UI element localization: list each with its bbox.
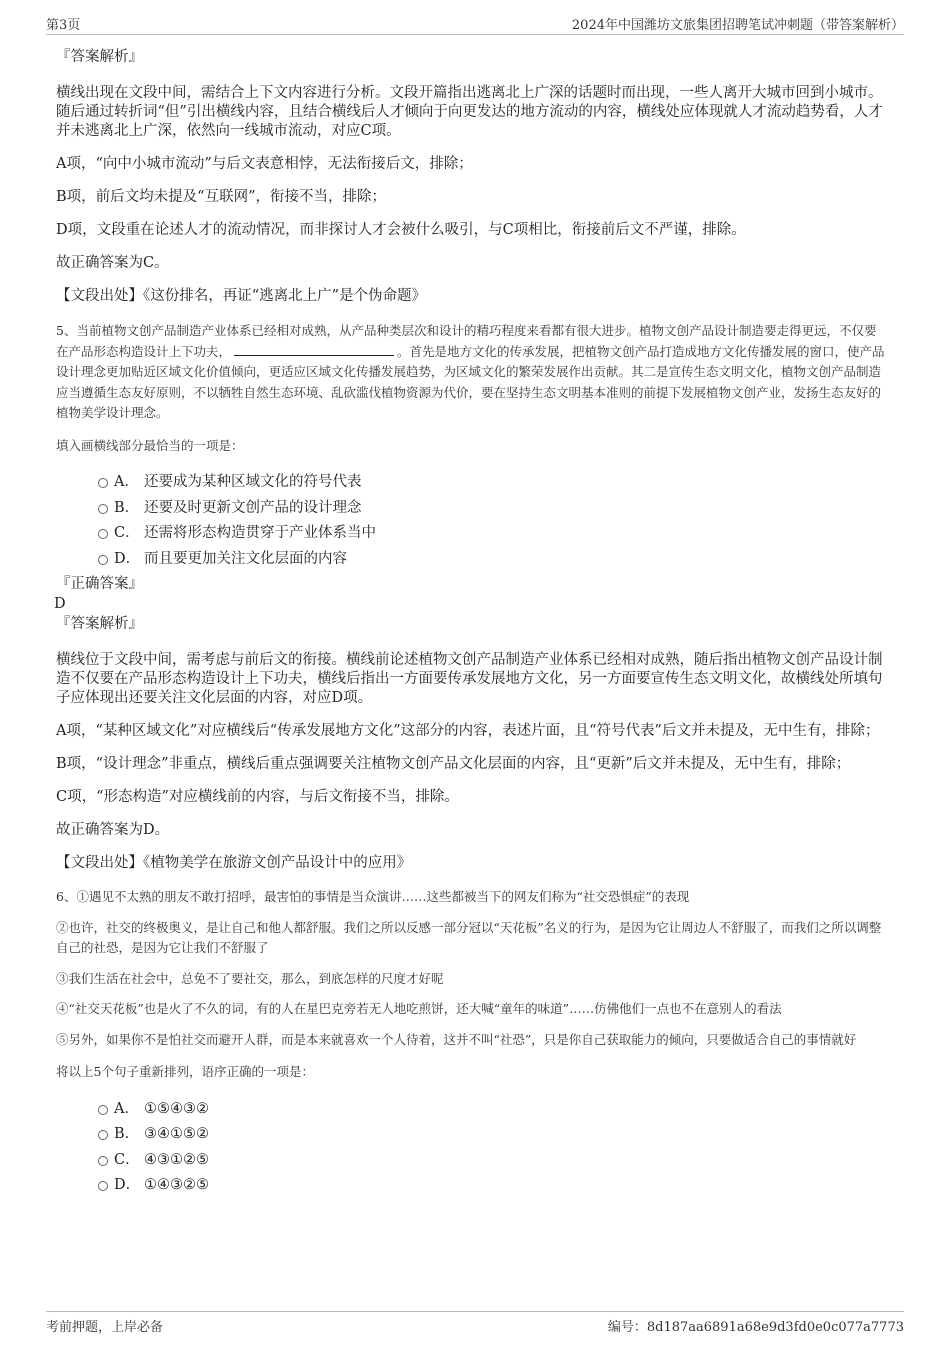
q6-option-d[interactable]: D． ①④③②⑤ (56, 1173, 886, 1199)
q6-options (56, 1097, 886, 1199)
q6-sentence-1: 6、①遇见不太熟的朋友不敢打招呼，最害怕的事情是当众演讲……这些都被当下的网友们称为“社交恐惧症”的表现 (56, 889, 690, 904)
q6-option-c[interactable]: C． ④③①②⑤ (56, 1148, 886, 1174)
q4-source: 【文段出处】《这份排名，再证“逃离北上广”是个伪命题》 (56, 288, 427, 304)
radio-icon[interactable] (98, 1156, 108, 1166)
page-number: 第3页 (46, 18, 81, 33)
q4-conclusion: 故正确答案为C。 (56, 255, 169, 271)
q5-option-d[interactable]: D． 而且要更加关注文化层面的内容 (56, 547, 886, 573)
q4-analysis: 横线出现在文段中间，需结合上下文内容进行分析。文段开篇指出逃离北上广深的话题时而出现，一些人离开大城市回到小城市。随后通过转折词“但”引出横线内容，且结合横线后人才倾向于向更发达的地方流动的内容，横线处应体现就人才流动趋势看，人才并未逃离北上广深，依然向一线城市流动，对应C项。 (56, 85, 883, 139)
radio-icon[interactable] (98, 1181, 108, 1191)
q4-analysis-a: A项，“向中小城市流动”与后文表意相悖，无法衔接后文，排除； (56, 156, 473, 172)
q6-sentence-4: ④“社交天花板”也是火了不久的词，有的人在星巴克旁若无人地吃煎饼，还大喊“童年的味道”……仿佛他们一点也不在意别人的看法 (56, 1001, 782, 1016)
q6-sentence-2: ②也许，社交的终极奥义，是让自己和他人都舒服。我们之所以反感一部分冠以“天花板”名义的行为，是因为它让周边人不舒服了，而我们之所以调整自己的社恐，是因为它让我们不舒服了 (56, 919, 882, 955)
q5-stem-part1: 5、当前植物文创产品制造产业体系已经相对成熟，从产品种类层次和设计的精巧程度来看都有很大进步。植物文创产品设计制造要走得更远，不仅要在产品形态构造设计上下功夫， (56, 323, 877, 359)
q5-analysis-label: 『答案解析』 (56, 616, 143, 632)
q6-sentence-3: ③我们生活在社会中，总免不了要社交，那么，到底怎样的尺度才好呢 (56, 970, 444, 986)
q5-conclusion: 故正确答案为D。 (56, 822, 170, 838)
q5-analysis-c: C项，“形态构造”对应横线前的内容，与后文衔接不当，排除。 (56, 789, 459, 805)
q4-analysis-d: D项，文段重在论述人才的流动情况，而非探讨人才会被什么吸引，与C项相比，衔接前后文不严谨，排除。 (56, 222, 746, 238)
footer-slogan: 考前押题，上岸必备 (46, 1320, 164, 1335)
q4-analysis-b: B项，前后文均未提及“互联网”，衔接不当，排除； (56, 189, 386, 205)
q5-fill-blank (234, 343, 394, 356)
q5-option-a[interactable]: A． 还要成为某种区域文化的符号代表 (56, 470, 886, 496)
radio-icon[interactable] (98, 1105, 108, 1115)
q5-option-c[interactable]: C． 还需将形态构造贯穿于产业体系当中 (56, 521, 886, 547)
q5-options (56, 470, 886, 572)
q5-stem (56, 321, 886, 424)
q5-analysis: 横线位于文段中间，需考虑与前后文的衔接。横线前论述植物文创产品制造产业体系已经相对成熟，随后指出植物文创产品设计制造不仅要在产品形态构造设计上下功夫，横线后指出一方面要传承发展地方文化，另一方面要宣传生态文明文化，故横线处所填句子应体现出还要关注文化层面的内容，对应D项。 (56, 652, 883, 706)
q5-answer: D (54, 596, 66, 612)
q5-option-b[interactable]: B． 还要及时更新文创产品的设计理念 (56, 496, 886, 522)
q5-analysis-b: B项，“设计理念”非重点，横线后重点强调要关注植物文创产品文化层面的内容，且“更新”后文并未提及，无中生有，排除； (56, 756, 851, 772)
radio-icon[interactable] (98, 504, 108, 514)
q5-analysis-a: A项，“某种区域文化”对应横线后“传承发展地方文化”这部分的内容，表述片面，且“符号代表”后文并未提及，无中生有，排除； (56, 723, 880, 739)
q5-source: 【文段出处】《植物美学在旅游文创产品设计中的应用》 (56, 855, 412, 871)
q5-stem-part2: 。首先是地方文化的传承发展，把植物文创产品打造成地方文化传播发展的窗口，使产品设计理念更加贴近区域文化价值倾向，更适应区域文化传播发展趋势，为区域文化的繁荣发展作出贡献。其二是宣传生态文明文化，植物文创产品制造应当遵循生态友好原则，不以牺牲自然生态环境、乱砍滥伐植物资源为代价，要在坚持生态文明基本准则的前提下发展植物文创产业，发扬生态友好的植物美学设计理念。 (56, 343, 885, 420)
page-header (46, 12, 904, 35)
document-title: 2024年中国潍坊文旅集团招聘笔试冲刺题（带答案解析） (571, 18, 904, 33)
radio-icon[interactable] (98, 1130, 108, 1140)
document-id: 编号：8d187aa6891a68e9d3fd0e0c077a7773 (607, 1320, 904, 1335)
radio-icon[interactable] (98, 555, 108, 565)
q5-prompt: 填入画横线部分最恰当的一项是： (56, 437, 244, 453)
radio-icon[interactable] (98, 529, 108, 539)
q6-option-b[interactable]: B． ③④①⑤② (56, 1122, 886, 1148)
q5-answer-label: 『正确答案』 (56, 576, 143, 592)
page-content (56, 44, 886, 1199)
q4-analysis-label: 『答案解析』 (56, 49, 143, 65)
radio-icon[interactable] (98, 478, 108, 488)
q6-option-a[interactable]: A． ①⑤④③② (56, 1097, 886, 1123)
q6-sentence-5: ⑤另外，如果你不是怕社交而避开人群，而是本来就喜欢一个人待着，这并不叫“社恐”，只是你自己获取能力的倾向，只要做适合自己的事情就好 (56, 1031, 857, 1047)
q6-prompt: 将以上5个句子重新排列，语序正确的一项是： (56, 1064, 314, 1079)
page-footer (46, 1311, 904, 1334)
